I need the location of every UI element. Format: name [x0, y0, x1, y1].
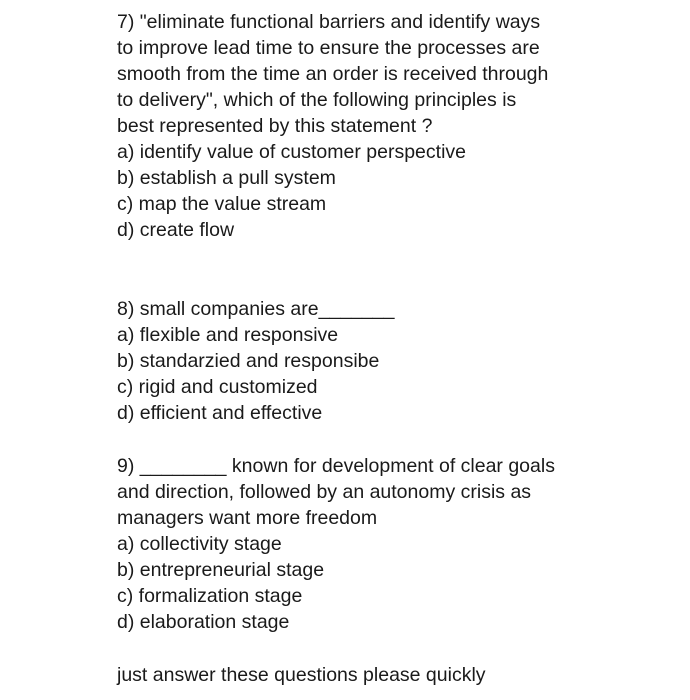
footer-note: just answer these questions please quickly — [117, 664, 486, 686]
question-stem-line: 7) "eliminate functional barriers and identify ways — [117, 11, 541, 33]
question-stem-line: and direction, followed by an autonomy crisis as — [117, 481, 532, 503]
answer-option: a) identify value of customer perspective — [117, 141, 467, 163]
answer-option: d) efficient and effective — [117, 402, 323, 424]
question-stem-line: to delivery", which of the following principles is — [117, 89, 517, 111]
answer-option: b) standarzied and responsibe — [117, 350, 380, 372]
answer-option: c) map the value stream — [117, 193, 327, 215]
question-stem-line: 9) ________ known for development of clear goals — [117, 455, 555, 477]
answer-option: d) elaboration stage — [117, 611, 290, 633]
question-stem-line: smooth from the time an order is received through — [117, 63, 549, 85]
question-stem-line: managers want more freedom — [117, 507, 378, 529]
question-stem-line: 8) small companies are_______ — [117, 298, 395, 320]
answer-option: b) entrepreneurial stage — [117, 559, 325, 581]
answer-option: c) formalization stage — [117, 585, 303, 607]
answer-option: b) establish a pull system — [117, 167, 336, 189]
question-stem-line: to improve lead time to ensure the processes are — [117, 37, 540, 59]
answer-option: c) rigid and customized — [117, 376, 318, 398]
answer-option: d) create flow — [117, 219, 235, 241]
answer-option: a) collectivity stage — [117, 533, 282, 555]
answer-option: a) flexible and responsive — [117, 324, 339, 346]
question-stem-line: best represented by this statement ? — [117, 115, 433, 137]
